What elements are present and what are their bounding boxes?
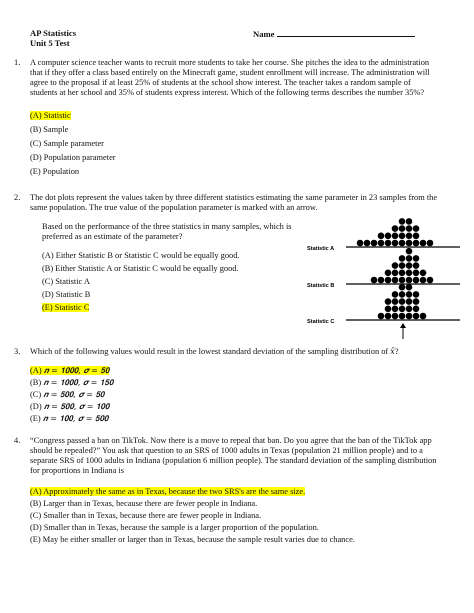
dot [406,233,413,240]
dot [399,255,406,262]
dot [413,233,420,240]
dot [385,298,392,305]
question-number: 2. [14,193,21,202]
unit-title: Unit 5 Test [30,38,70,48]
dot [371,277,378,284]
dot [406,248,413,255]
dot [399,240,406,247]
dot [406,255,413,262]
name-field[interactable] [253,28,415,39]
dot [406,270,413,277]
dot [406,313,413,320]
question-4 [14,436,440,476]
dot [399,262,406,269]
question-stem: A computer science teacher wants to recruit more students to take her course. She pitches the idea to the administration that if they offer a class based entirely on the Minecraft game, student enrollment will increase. The administration will agree to the proposal if at least 25% of students at the school show interest. The teacher takes a random sample of students at her school and 35% of students express interest. Which of the following terms describes the number 35%? [30,58,430,97]
dot [427,240,434,247]
q4-option-b[interactable]: (B) Larger than in Texas, because there are fewer people in Indiana. [30,499,258,508]
dot [399,277,406,284]
dot-plot-statistic-c [378,284,427,319]
dot [399,306,406,313]
dot [385,240,392,247]
q3-option-e[interactable]: (E) 𝒏 = 𝟏𝟎𝟎, 𝝈 = 𝟓𝟎𝟎 [30,414,109,423]
dot [420,277,427,284]
question-number: 3. [14,347,21,356]
dot [413,255,420,262]
dot [385,313,392,320]
dot [406,218,413,225]
q2-option-a[interactable]: (A) Either Statistic B or Statistic C would be equally good. [42,251,240,260]
dot [392,277,399,284]
dot [399,298,406,305]
q1-option-d[interactable]: (D) Population parameter [30,153,116,162]
dot-plot-statistic-a [357,218,434,246]
dot [392,270,399,277]
question-number: 1. [14,58,21,67]
q1-option-a[interactable]: (A) Statistic [30,111,71,120]
q4-option-d[interactable]: (D) Smaller than in Texas, because the sample is a larger proportion of the population. [30,523,319,532]
dot [413,306,420,313]
dot [413,291,420,298]
dot [399,284,406,291]
dot [399,313,406,320]
dot [413,240,420,247]
label-statistic-a: Statistic A [307,246,335,252]
dot [420,313,427,320]
question-stem: Which of the following values would result in the lowest standard deviation of the sampling distribution of [30,347,389,356]
dot [406,306,413,313]
dot [364,240,371,247]
dot [399,270,406,277]
name-blank[interactable] [277,28,415,37]
q2-option-c[interactable]: (C) Statistic A [42,277,90,286]
question-2 [14,193,440,213]
dot [427,277,434,284]
dot [413,298,420,305]
dot-plots-figure [300,214,465,340]
question-number: 4. [14,436,21,445]
dot [406,225,413,232]
dot [385,233,392,240]
question-1 [14,58,440,98]
dot [378,240,385,247]
dot [420,240,427,247]
dot [371,240,378,247]
name-label: Name [253,29,275,39]
label-statistic-c: Statistic C [307,319,335,325]
dot [413,313,420,320]
q3-option-d[interactable]: (D) 𝒏 = 𝟓𝟎𝟎, 𝝈 = 𝟏𝟎𝟎 [30,402,110,411]
parameter-arrow-icon [400,323,406,339]
dot-plot-statistic-b [371,248,434,283]
dot [385,270,392,277]
dot [399,233,406,240]
dot [406,298,413,305]
label-statistic-b: Statistic B [307,283,335,289]
question-stem: “Congress passed a ban on TikTok. Now there is a move to repeal that ban. Do you agree that the ban of the TikTok app should be repealed?” You ask that question to an SRS of 1000 adults in Texas (population 21 million people) and to a separate SRS of 1000 adults in Indiana (population 6 million people). The standard deviation of the sampling distribution for proportions in Indiana is [30,436,437,475]
dot [406,284,413,291]
dot [385,277,392,284]
q4-option-a[interactable]: (A) Approximately the same as in Texas, because the two SRS's are the same size. [30,487,306,496]
q4-option-c[interactable]: (C) Smaller than in Texas, because there are fewer people in Indiana. [30,511,262,520]
q1-option-e[interactable]: (E) Population [30,167,80,176]
question-2-sub: Based on the performance of the three statistics in many samples, which is preferred as an estimate of the parameter? [42,222,292,241]
q1-option-b[interactable]: (B) Sample [30,125,69,134]
q1-option-c[interactable]: (C) Sample parameter [30,139,104,148]
dot [413,270,420,277]
dot [392,262,399,269]
dot [392,225,399,232]
dot [357,240,364,247]
dot [399,225,406,232]
q3-option-c[interactable]: (C) 𝒏 = 𝟓𝟎𝟎, 𝝈 = 𝟓𝟎 [30,390,105,399]
xbar-symbol: x̄ [390,347,395,356]
q4-option-e[interactable]: (E) May be either smaller or larger than in Texas, because the sample result varies due to chance. [30,535,355,544]
dot [406,291,413,298]
dot [392,306,399,313]
q3-option-a[interactable]: (A) 𝒏 = 𝟏𝟎𝟎𝟎, 𝝈 = 𝟓𝟎 [30,366,110,375]
dot [392,313,399,320]
dot [378,313,385,320]
dot [413,262,420,269]
dot [392,240,399,247]
q2-option-b[interactable]: (B) Either Statistic A or Statistic C would be equally good. [42,264,239,273]
q2-option-d[interactable]: (D) Statistic B [42,290,91,299]
dot [420,270,427,277]
dot [399,291,406,298]
dot [392,291,399,298]
course-title: AP Statistics [30,28,77,38]
question-3: 3. Which of the following values would result in the lowest standard deviation of the sampling distribution of x̄? [14,347,399,356]
dot [385,306,392,313]
dot [413,225,420,232]
dot [406,277,413,284]
dot [392,233,399,240]
dot [399,218,406,225]
q2-option-e[interactable]: (E) Statistic C [42,303,90,312]
dot [406,262,413,269]
dot [378,277,385,284]
question-stem: The dot plots represent the values taken by three different statistics estimating the same parameter in 23 samples from the same population. The true value of the population parameter is marked with an arrow. [30,193,438,212]
dot [406,240,413,247]
q3-option-b[interactable]: (B) 𝒏 = 𝟏𝟎𝟎𝟎, 𝝈 = 𝟏𝟓𝟎 [30,378,114,387]
dot [378,233,385,240]
dot [413,277,420,284]
dot [392,298,399,305]
